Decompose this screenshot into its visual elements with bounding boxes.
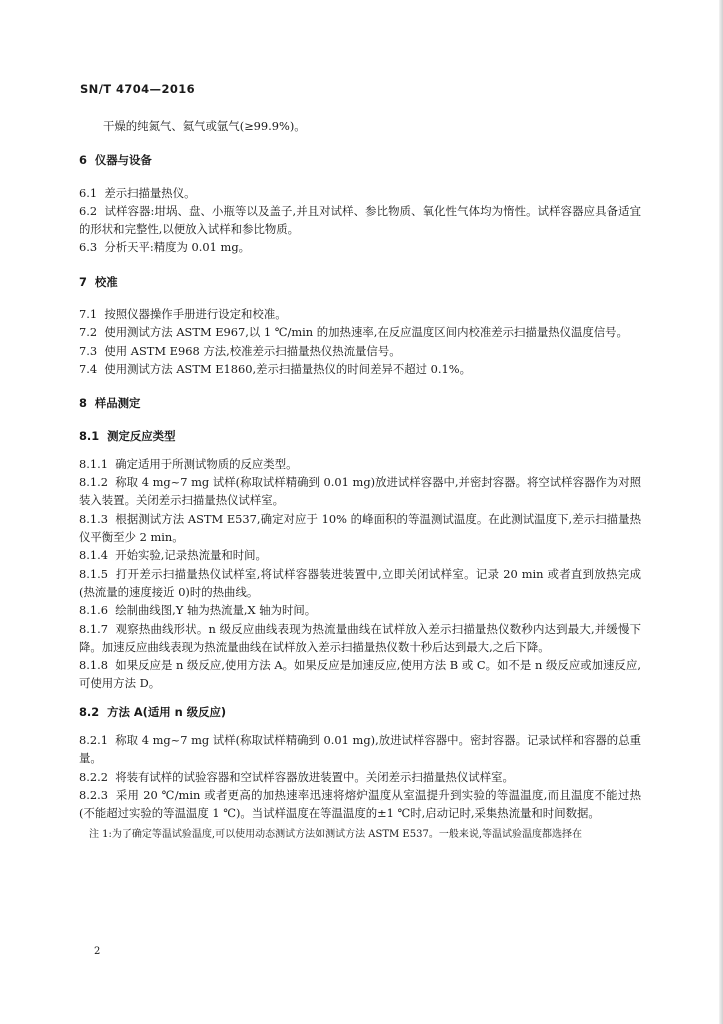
section-8-2-heading: 8.2 方法 A(适用 n 级反应) bbox=[79, 704, 227, 719]
section-6-heading: 6 仪器与设备 bbox=[79, 153, 152, 168]
clause-6-2: 6.2 试样容器:坩埚、盘、小瓶等以及盖子,并且对试样、参比物质、氧化性气体均为惰性。试样容器应具备适宜的形状和完整性,以便放入试样和参比物质。 bbox=[79, 203, 641, 237]
note-1: 注 1:为了确定等温试验温度,可以使用动态测试方法如测试方法 ASTM E537。一般来说,等温试验温度都选择在 bbox=[89, 828, 582, 840]
clause-8-1-3: 8.1.3 根据测试方法 ASTM E537,确定对应于 10% 的峰面积的等温测试温度。在此测试温度下,差示扫描量热仪平衡至少 2 min。 bbox=[79, 511, 641, 545]
clause-8-1-6: 8.1.6 绘制曲线图,Y 轴为热流量,X 轴为时间。 bbox=[79, 603, 317, 618]
clause-7-3: 7.3 使用 ASTM E968 方法,校准差示扫描量热仪热流量信号。 bbox=[79, 343, 401, 358]
clause-8-1-8: 8.1.8 如果反应是 n 级反应,使用方法 A。如果反应是加速反应,使用方法 B 或 C。如不是 n 级反应或加速反应,可使用方法 D。 bbox=[79, 658, 641, 691]
section-8-heading: 8 样品测定 bbox=[79, 396, 141, 411]
clause-7-2: 7.2 使用测试方法 ASTM E967,以 1 ℃/min 的加热速率,在反应温度区间内校准差示扫描量热仪温度信号。 bbox=[79, 325, 628, 340]
scan-edge-shadow bbox=[719, 0, 723, 1024]
section-8-1-heading: 8.1 测定反应类型 bbox=[79, 428, 176, 443]
clause-8-2-1: 8.2.1 称取 4 mg~7 mg 试样(称取试样精确到 0.01 mg),放进试样容器中。密封容器。记录试样和容器的总重量。 bbox=[79, 733, 641, 766]
document-body bbox=[79, 117, 641, 842]
clause-8-2-2: 8.2.2 将装有试样的试验容器和空试样容器放进装置中。关闭差示扫描量热仪试样室。 bbox=[79, 769, 514, 784]
clause-8-1-1: 8.1.1 确定适用于所测试物质的反应类型。 bbox=[79, 456, 298, 471]
clause-7-4: 7.4 使用测试方法 ASTM E1860,差示扫描量热仪的时间差异不超过 0.1%。 bbox=[79, 361, 471, 376]
continuation-text: 干燥的纯氮气、氦气或氩气(≥99.9%)。 bbox=[103, 119, 306, 133]
standard-code: SN/T 4704—2016 bbox=[80, 82, 196, 96]
clause-8-1-4: 8.1.4 开始实验,记录热流量和时间。 bbox=[79, 548, 267, 563]
clause-8-1-2: 8.1.2 称取 4 mg~7 mg 试样(称取试样精确到 0.01 mg)放进试样容器中,并密封容器。将空试样容器作为对照装入装置。关闭差示扫描量热仪试样室。 bbox=[79, 475, 641, 508]
clause-6-1: 6.1 差示扫描量热仪。 bbox=[79, 185, 196, 200]
clause-7-1: 7.1 按照仪器操作手册进行设定和校准。 bbox=[79, 307, 287, 322]
section-7-heading: 7 校准 bbox=[79, 274, 118, 289]
clause-8-1-5: 8.1.5 打开差示扫描量热仪试样室,将试样容器装进装置中,立即关闭试样室。记录 20 min 或者直到放热完成(热流量的速度接近 0)时的热曲线。 bbox=[79, 566, 641, 599]
page-number: 2 bbox=[94, 946, 101, 957]
clause-6-3: 6.3 分析天平:精度为 0.01 mg。 bbox=[79, 240, 251, 255]
clause-8-1-7: 8.1.7 观察热曲线形状。n 级反应曲线表现为热流量曲线在试样放入差示扫描量热仪数秒内达到最大,并缓慢下降。加速反应曲线表现为热流量曲线在试样放入差示扫描量热仪数十秒后达到最大,之后下降。 bbox=[79, 621, 641, 654]
clause-8-2-3: 8.2.3 采用 20 ℃/min 或者更高的加热速率迅速将熔炉温度从室温提升到实验的等温温度,而且温度不能过热(不能超过实验的等温温度 1 ℃)。当试样温度在等温温度的±1 ℃时,启动记时,采集热流量和时间数据。 bbox=[79, 787, 641, 821]
